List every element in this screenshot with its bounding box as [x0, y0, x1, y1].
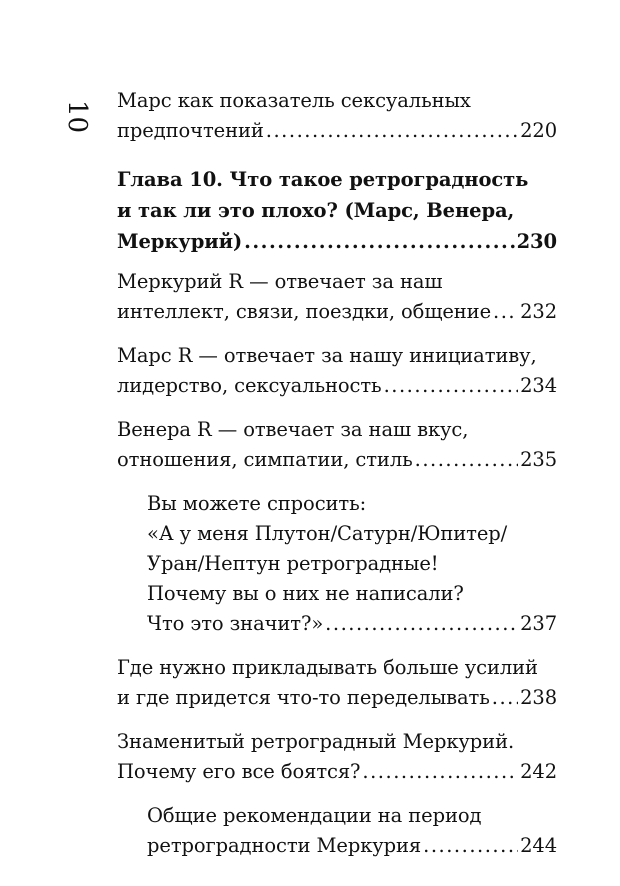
- toc-entry-line: [117, 116, 557, 146]
- dot-leader: [325, 609, 518, 639]
- toc-entry-line: и так ли это плохо? (Марс, Венера,: [117, 199, 515, 222]
- toc-entry-line: Венера R — отвечает за наш вкус,: [117, 418, 469, 441]
- toc-chapter-entry: [117, 164, 557, 257]
- table-of-contents: [117, 86, 557, 875]
- toc-entry-line: «А у меня Плутон/Сатурн/Юпитер/: [147, 522, 508, 545]
- toc-entry: [147, 489, 557, 639]
- toc-entry-line: [117, 757, 557, 787]
- toc-entry-title: отношения, симпатии, стиль: [117, 448, 413, 471]
- toc-entry-line: Общие рекомендации на период: [147, 804, 482, 827]
- toc-entry: [117, 727, 557, 787]
- toc-entry-title: Меркурий): [117, 230, 243, 253]
- toc-entry-title: ретроградности Меркурия: [147, 834, 422, 857]
- toc-page-number: 220: [520, 119, 557, 142]
- toc-entry: [147, 801, 557, 861]
- toc-entry-line: Вы можете спросить:: [147, 492, 367, 515]
- toc-entry-line: [117, 683, 557, 713]
- toc-entry-line: Меркурий R — отвечает за наш: [117, 270, 443, 293]
- toc-entry-line: Где нужно прикладывать больше усилий: [117, 656, 538, 679]
- dot-leader: [415, 445, 518, 475]
- toc-page-number: 244: [520, 834, 557, 857]
- toc-entry-line: Марс R — отвечает за нашу инициативу,: [117, 344, 537, 367]
- toc-entry-title: интеллект, связи, поездки, общение: [117, 300, 492, 323]
- toc-entry-line: Уран/Нептун ретроградные!: [147, 552, 439, 575]
- toc-entry-title: Почему его все боятся?: [117, 760, 361, 783]
- page-number: 10: [62, 100, 92, 134]
- dot-leader: [493, 297, 518, 327]
- toc-page-number: 235: [520, 448, 557, 471]
- toc-entry-line: [117, 226, 557, 257]
- toc-entry: [117, 415, 557, 475]
- toc-entry-title: предпочтений: [117, 119, 264, 142]
- toc-entry: [117, 341, 557, 401]
- toc-entry: [117, 86, 557, 146]
- toc-entry: [117, 267, 557, 327]
- toc-entry-line: Марс как показатель сексуальных: [117, 89, 471, 112]
- toc-entry-line: Глава 10. Что такое ретроградность: [117, 168, 529, 191]
- toc-entry-line: [117, 371, 557, 401]
- toc-page-number: 232: [520, 300, 557, 323]
- toc-page-number: 242: [520, 760, 557, 783]
- toc-entry-line: [117, 297, 557, 327]
- toc-entry: [117, 653, 557, 713]
- toc-entry-title: Что это значит?»: [147, 612, 324, 635]
- dot-leader: [423, 831, 518, 861]
- toc-entry-title: лидерство, сексуальность: [117, 374, 382, 397]
- dot-leader: [362, 757, 518, 787]
- dot-leader: [384, 371, 519, 401]
- toc-page-number: 237: [520, 612, 557, 635]
- toc-entry-line: [147, 831, 557, 861]
- dot-leader: [244, 226, 515, 257]
- toc-page-number: 230: [516, 230, 557, 253]
- toc-entry-line: Почему вы о них не написали?: [147, 582, 464, 605]
- toc-entry-line: [117, 445, 557, 475]
- toc-page-number: 234: [520, 374, 557, 397]
- toc-entry-line: [147, 609, 557, 639]
- toc-entry-line: Знаменитый ретроградный Меркурий.: [117, 730, 515, 753]
- dot-leader: [492, 683, 518, 713]
- toc-page-number: 238: [520, 686, 557, 709]
- toc-entry-title: и где придется что-то переделывать: [117, 686, 490, 709]
- dot-leader: [266, 116, 518, 146]
